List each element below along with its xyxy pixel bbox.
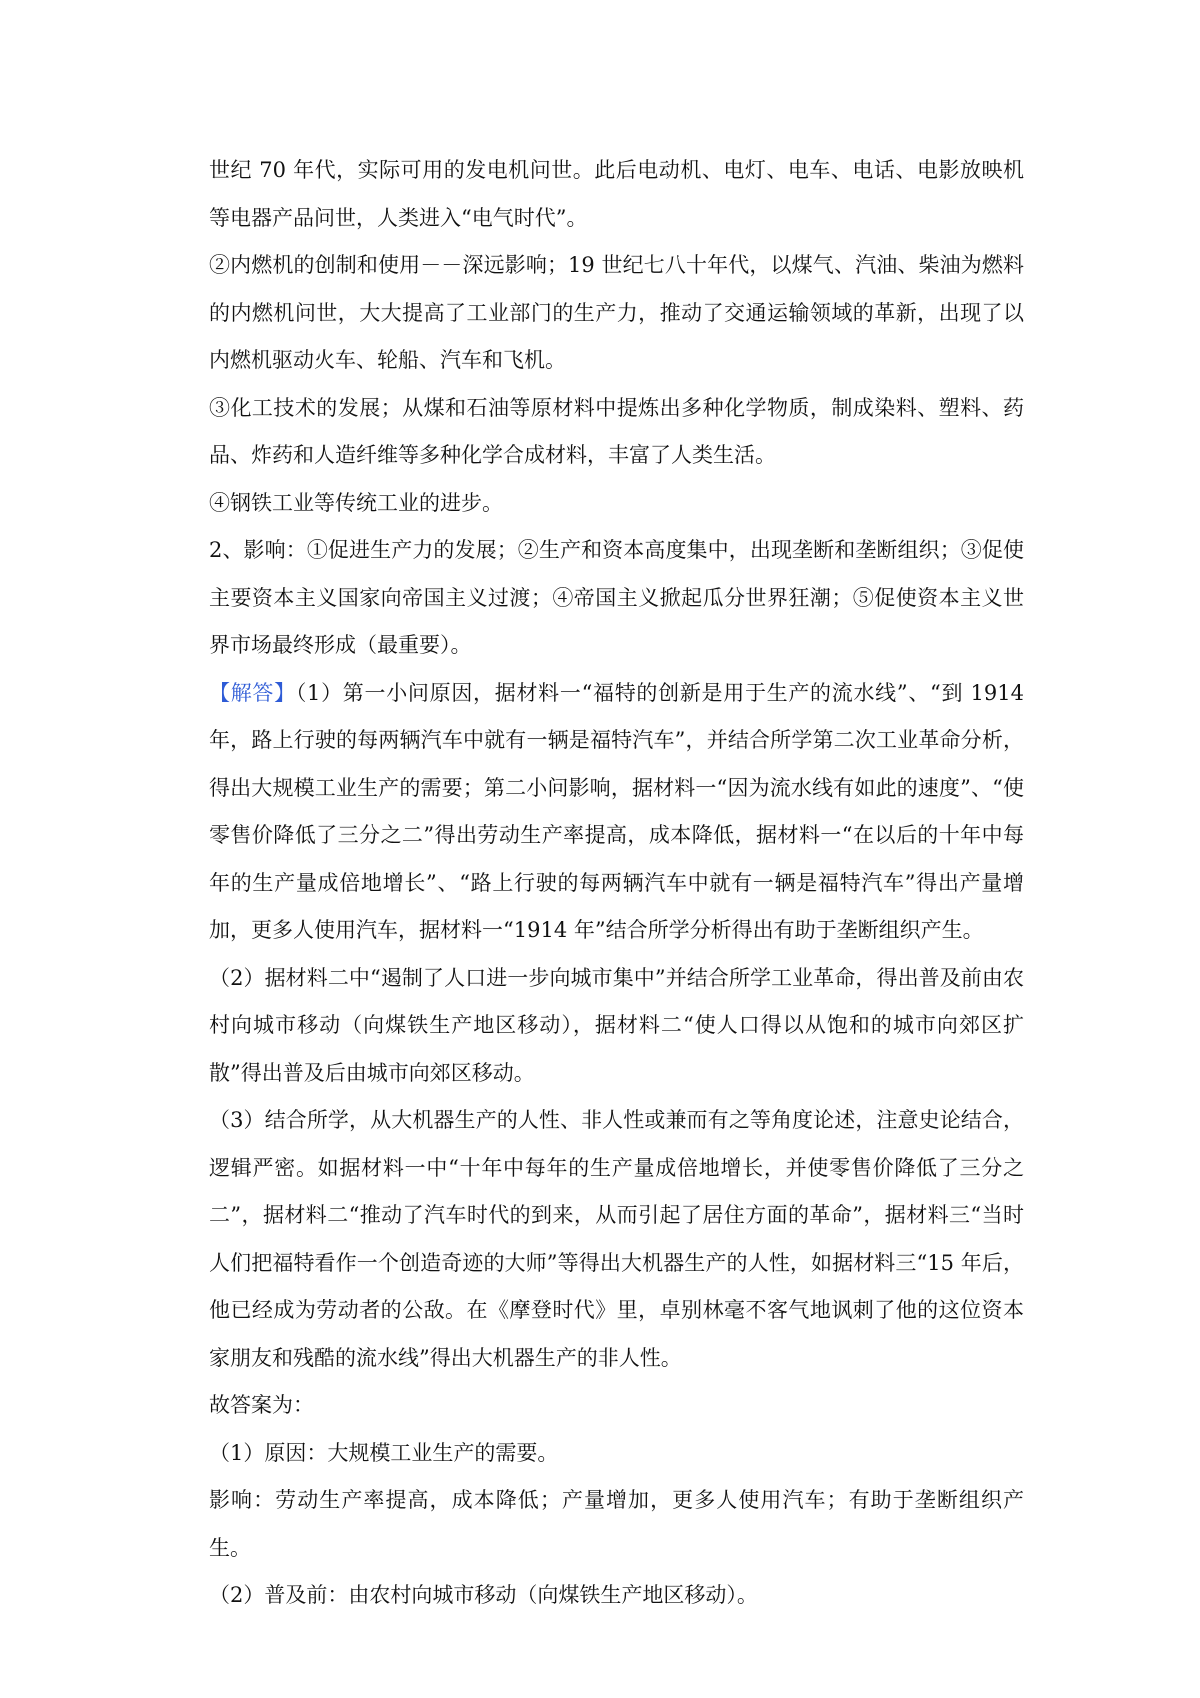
paragraph-answer-1 [209, 670, 1024, 955]
document-body [209, 147, 1024, 1620]
answer-text: （1）第一小问原因，据材料一“福特的创新是用于生产的流水线”、“到 1914 年，路上行驶的每两辆汽车中就有一辆是福特汽车”，并结合所学第二次工业革命分析，得出大规模工业生产的需要；第二小问影响，据材料一“因为流水线有如此的速度”、“使零售价降低了三分之二”得出劳动生产率提高，成本降低，据材料一“在以后的十年中每年的生产量成倍地增长”、“路上行驶的每两辆汽车中就有一辆是福特汽车”得出产量增加，更多人使用汽车，据材料一“1914 年”结合所学分析得出有助于垄断组织产生。 [209, 680, 1025, 942]
paragraph-answer-3: （3）结合所学，从大机器生产的人性、非人性或兼而有之等角度论述，注意史论结合，逻辑严密。如据材料一中“十年中每年的生产量成倍地增长，并使零售价降低了三分之二”，据材料二“推动了汽车时代的到来，从而引起了居住方面的革命”，据材料三“当时人们把福特看作一个创造奇迹的大师”等得出大机器生产的人性，如据材料三“15 年后，他已经成为劳动者的公敌。在《摩登时代》里，卓别林毫不客气地讽刺了他的这位资本家朋友和残酷的流水线”得出大机器生产的非人性。 [209, 1108, 1024, 1370]
paragraph-chemical-industry: ③化工技术的发展；从煤和石油等原材料中提炼出多种化学物质，制成染料、塑料、药品、炸药和人造纤维等多种化学合成材料，丰富了人类生活。 [209, 395, 1024, 467]
paragraph-impact: 2、影响：①促进生产力的发展；②生产和资本高度集中，出现垄断和垄断组织；③促使主要资本主义国家向帝国主义过渡；④帝国主义掀起瓜分世界狂潮；⑤促使资本主义世界市场最终形成（最重要）。 [209, 538, 1024, 657]
paragraph-electric-age: 世纪 70 年代，实际可用的发电机问世。此后电动机、电灯、电车、电话、电影放映机等电器产品问世，人类进入“电气时代”。 [209, 158, 1024, 230]
paragraph-conclusion-cause: （1）原因：大规模工业生产的需要。 [209, 1440, 559, 1465]
paragraph-conclusion-heading: 故答案为： [209, 1393, 314, 1417]
paragraph-conclusion-before: （2）普及前：由农村向城市移动（向煤铁生产地区移动）。 [209, 1583, 758, 1607]
paragraph-conclusion-effect: 影响：劳动生产率提高，成本降低；产量增加，更多人使用汽车；有助于垄断组织产生。 [209, 1488, 1024, 1560]
paragraph-combustion-engine: ②内燃机的创制和使用－－深远影响；19 世纪七八十年代，以煤气、汽油、柴油为燃料的内燃机问世，大大提高了工业部门的生产力，推动了交通运输领域的革新，出现了以内燃机驱动火车、轮船、汽车和飞机。 [209, 253, 1024, 372]
paragraph-steel-industry: ④钢铁工业等传统工业的进步。 [209, 490, 503, 515]
answer-tag: 【解答】 [209, 680, 296, 705]
paragraph-answer-2: （2）据材料二中“遏制了人口进一步向城市集中”并结合所学工业革命，得出普及前由农村向城市移动（向煤铁生产地区移动），据材料二“使人口得以从饱和的城市向郊区扩散”得出普及后由城市向郊区移动。 [209, 965, 1024, 1085]
